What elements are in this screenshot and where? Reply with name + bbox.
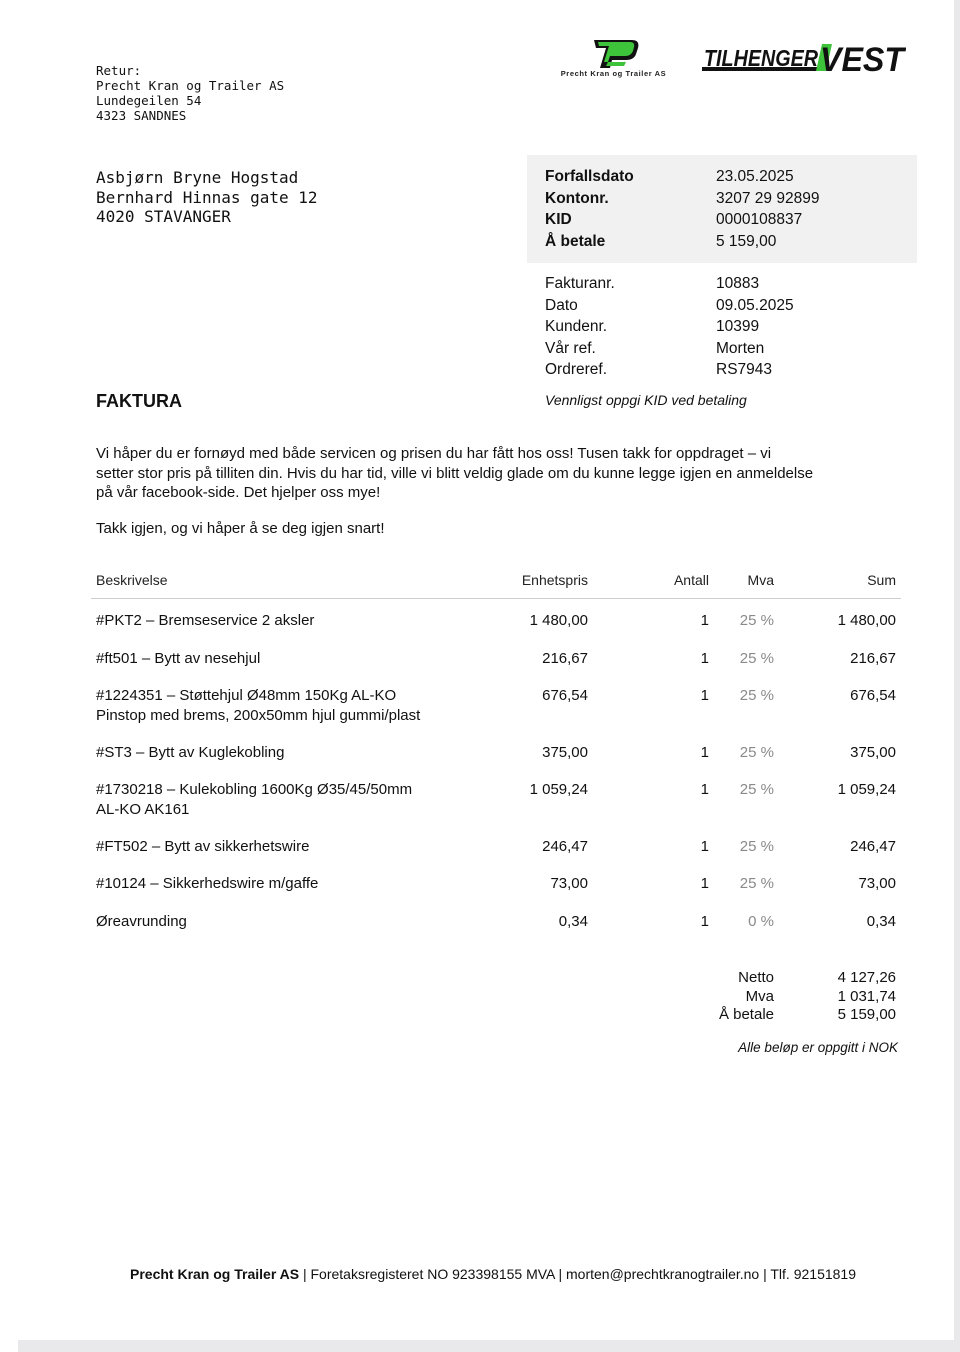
row-qty: 1 [700,744,709,761]
row-unit-price: 1 480,00 [529,612,588,629]
row-vat: 25 % [739,612,774,629]
row-sum: 676,54 [850,687,896,704]
row-description: #PKT2 – Bremseservice 2 aksler [96,612,315,629]
row-unit-price: 1 059,24 [529,781,588,798]
row-qty: 1 [700,875,709,892]
due-date-label: Forfallsdato [545,168,634,185]
currency-note: Alle beløp er oppgitt i NOK [738,1040,898,1055]
return-postal: 4323 SANDNES [96,108,187,123]
row-sum: 0,34 [866,913,896,930]
row-unit-price: 0,34 [558,913,588,930]
intro-text [96,444,916,503]
return-label: Retur: [96,63,142,78]
row-sum: 375,00 [850,744,896,761]
recipient-postal: 4020 STAVANGER [96,207,231,226]
order-ref-value: RS7943 [716,361,773,378]
row-description [96,780,496,819]
recipient-address [96,168,318,227]
net-total-value: 4 127,26 [837,969,896,986]
return-address [96,63,284,123]
row-description-line-2: AL-KO AK161 [96,800,190,818]
kid-value: 0000108837 [716,211,803,228]
customer-number-value: 10399 [716,318,760,335]
row-qty: 1 [700,650,709,667]
row-vat: 25 % [739,781,774,798]
row-qty: 1 [700,913,709,930]
row-description-line-2: Pinstop med brems, 200x50mm hjul gummi/plast [96,706,421,724]
page-edge-bottom [0,1340,960,1352]
grand-total-label: Å betale [718,1006,774,1023]
row-description: #FT502 – Bytt av sikkerhetswire [96,838,310,855]
row-vat: 25 % [739,650,774,667]
row-description: Øreavrunding [96,913,187,930]
col-header-description: Beskrivelse [96,572,168,588]
tilhenger-vest-logo [700,40,906,76]
tilhenger-text: TILHENGER [704,45,819,71]
row-unit-price: 246,47 [542,838,588,855]
row-description: #10124 – Sikkerhedswire m/gaffe [96,875,319,892]
row-unit-price: 676,54 [542,687,588,704]
recipient-street: Bernhard Hinnas gate 12 [96,187,318,207]
page-edge-corner [0,1340,18,1352]
row-qty: 1 [700,612,709,629]
row-vat: 25 % [739,687,774,704]
tilhenger-vest-logo-icon [700,40,906,76]
precht-logo-text: Precht Kran og Trailer AS [560,69,667,78]
col-header-sum: Sum [867,572,896,588]
precht-logo [536,38,691,82]
return-street: Lundegeilen 54 [96,93,202,108]
row-description-line-1: #1730218 – Kulekobling 1600Kg Ø35/45/50mm [96,781,413,798]
intro-line-1: Vi håper du er fornøyd med både servicen og prisen du har fått hos oss! Tusen takk for oppdraget – vi [96,445,772,462]
kid-label: KID [545,211,572,228]
row-qty: 1 [700,781,709,798]
row-description: #ST3 – Bytt av Kuglekobling [96,744,285,761]
vat-total-label: Mva [745,988,774,1005]
row-sum: 246,47 [850,838,896,855]
row-unit-price: 375,00 [542,744,588,761]
row-vat: 25 % [739,838,774,855]
intro-line-3: på vår facebook-side. Det hjelper oss mye! [96,484,381,501]
row-vat: 25 % [739,875,774,892]
col-header-unit-price: Enhetspris [521,572,588,588]
header-divider [91,598,901,599]
net-total-label: Netto [738,969,774,986]
row-vat: 25 % [739,744,774,761]
row-sum: 1 059,24 [837,781,896,798]
page-edge-right [954,0,960,1352]
row-unit-price: 216,67 [542,650,588,667]
row-unit-price: 73,00 [550,875,588,892]
col-header-vat: Mva [747,572,774,588]
vest-text: VEST [820,41,906,76]
col-header-qty: Antall [673,572,709,588]
vat-total-value: 1 031,74 [837,988,896,1005]
invoice-number-value: 10883 [716,275,760,292]
amount-due-value: 5 159,00 [716,232,777,250]
invoice-number-label: Fakturanr. [545,275,615,292]
invoice-date-label: Dato [545,296,578,314]
footer [0,1266,960,1282]
footer-details: | Foretaksregisteret NO 923398155 MVA | morten@prechtkranogtrailer.no | Tlf. 92151819 [299,1266,856,1282]
row-description [96,686,496,725]
our-ref-label: Vår ref. [545,339,596,357]
thanks-text: Takk igjen, og vi håper å se deg igjen snart! [96,520,385,537]
row-description-line-1: #1224351 – Støttehjul Ø48mm 150Kg AL-KO [96,687,397,704]
kid-note: Vennligst oppgi KID ved betaling [545,392,747,408]
row-qty: 1 [700,838,709,855]
row-sum: 216,67 [850,650,896,667]
intro-line-2: setter stor pris på tilliten din. Hvis du har tid, ville vi blitt veldig glade om du kunne legge igjen en anmeldelse [96,464,814,482]
return-company: Precht Kran og Trailer AS [96,78,285,93]
row-sum: 1 480,00 [837,612,896,629]
footer-company: Precht Kran og Trailer AS [130,1266,300,1282]
amount-due-label: Å betale [545,232,606,250]
row-description: #ft501 – Bytt av nesehjul [96,650,261,667]
recipient-name: Asbjørn Bryne Hogstad [96,168,299,187]
order-ref-label: Ordreref. [545,361,608,378]
account-value: 3207 29 92899 [716,189,820,207]
precht-logo-icon [536,38,691,70]
row-qty: 1 [700,687,709,704]
our-ref-value: Morten [716,339,765,357]
grand-total-value: 5 159,00 [837,1006,896,1023]
due-date-value: 23.05.2025 [716,168,794,185]
row-vat: 0 % [748,913,774,930]
customer-number-label: Kundenr. [545,318,608,335]
row-sum: 73,00 [858,875,896,892]
invoice-date-value: 09.05.2025 [716,296,794,314]
invoice-title: FAKTURA [96,391,182,411]
account-label: Kontonr. [545,189,609,207]
